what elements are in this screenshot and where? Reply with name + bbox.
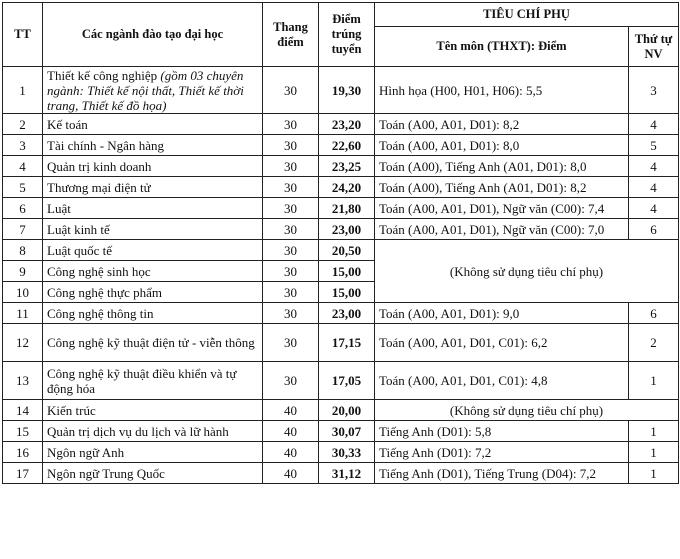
cell-scale: 40 bbox=[263, 463, 319, 484]
cell-subject: Toán (A00, A01, D01), Ngữ văn (C00): 7,4 bbox=[375, 198, 629, 219]
cell-tt: 11 bbox=[3, 303, 43, 324]
cell-scale: 30 bbox=[263, 240, 319, 261]
no-criteria-note: (Không sử dụng tiêu chí phụ) bbox=[375, 400, 679, 421]
cell-score: 23,00 bbox=[319, 219, 375, 240]
cell-score: 23,00 bbox=[319, 303, 375, 324]
table-row bbox=[3, 421, 679, 442]
cell-tt: 8 bbox=[3, 240, 43, 261]
cell-score: 30,33 bbox=[319, 442, 375, 463]
table-row bbox=[3, 114, 679, 135]
header-subject: Tên môn (THXT): Điểm bbox=[375, 27, 629, 67]
cell-order: 2 bbox=[629, 324, 679, 362]
table-row bbox=[3, 303, 679, 324]
cell-major: Tài chính - Ngân hàng bbox=[43, 135, 263, 156]
header-score: Điểm trúng tuyển bbox=[319, 3, 375, 67]
cell-major: Kế toán bbox=[43, 114, 263, 135]
cell-major: Công nghệ thực phẩm bbox=[43, 282, 263, 303]
cell-tt: 4 bbox=[3, 156, 43, 177]
cell-scale: 30 bbox=[263, 303, 319, 324]
cell-major: Công nghệ thông tin bbox=[43, 303, 263, 324]
major-name: Thiết kế công nghiệp bbox=[47, 67, 158, 83]
cell-score: 31,12 bbox=[319, 463, 375, 484]
cell-major: Thương mại điện tử bbox=[43, 177, 263, 198]
cell-scale: 30 bbox=[263, 114, 319, 135]
cell-scale: 30 bbox=[263, 261, 319, 282]
cell-major: Công nghệ kỹ thuật điều khiển và tự động hóa bbox=[43, 362, 263, 400]
table-row bbox=[3, 219, 679, 240]
cell-scale: 40 bbox=[263, 400, 319, 421]
major-note: (gồm 03 chuyên ngành: Thiết kế nội thất, Thiết kế thời trang, Thiết kế đồ họa) bbox=[47, 67, 244, 113]
table-row bbox=[3, 463, 679, 484]
cell-scale: 30 bbox=[263, 135, 319, 156]
cell-tt: 13 bbox=[3, 362, 43, 400]
cell-tt: 5 bbox=[3, 177, 43, 198]
table-row bbox=[3, 177, 679, 198]
cell-order: 5 bbox=[629, 135, 679, 156]
cell-score: 17,05 bbox=[319, 362, 375, 400]
cell-major: Công nghệ sinh học bbox=[43, 261, 263, 282]
cell-major: Luật kinh tế bbox=[43, 219, 263, 240]
cell-subject: Toán (A00), Tiếng Anh (A01, D01): 8,2 bbox=[375, 177, 629, 198]
no-criteria-note: (Không sử dụng tiêu chí phụ) bbox=[375, 240, 679, 303]
cell-subject: Toán (A00, A01, D01): 8,2 bbox=[375, 114, 629, 135]
cell-tt: 14 bbox=[3, 400, 43, 421]
cell-score: 20,50 bbox=[319, 240, 375, 261]
cell-subject: Tiếng Anh (D01): 5,8 bbox=[375, 421, 629, 442]
cell-major: Kiến trúc bbox=[43, 400, 263, 421]
cell-score: 19,30 bbox=[319, 67, 375, 114]
cell-order: 1 bbox=[629, 442, 679, 463]
cell-tt: 16 bbox=[3, 442, 43, 463]
cell-scale: 40 bbox=[263, 421, 319, 442]
table-row bbox=[3, 324, 679, 362]
cell-subject: Toán (A00, A01, D01): 8,0 bbox=[375, 135, 629, 156]
cell-major: Quản trị kinh doanh bbox=[43, 156, 263, 177]
cell-order: 4 bbox=[629, 177, 679, 198]
cell-major: Luật quốc tế bbox=[43, 240, 263, 261]
cell-order: 4 bbox=[629, 198, 679, 219]
cell-scale: 30 bbox=[263, 177, 319, 198]
cell-major: Luật bbox=[43, 198, 263, 219]
cell-scale: 30 bbox=[263, 362, 319, 400]
cell-scale: 30 bbox=[263, 282, 319, 303]
table-row bbox=[3, 67, 679, 114]
table-row bbox=[3, 362, 679, 400]
cell-order: 4 bbox=[629, 156, 679, 177]
cell-tt: 6 bbox=[3, 198, 43, 219]
cell-major: Ngôn ngữ Trung Quốc bbox=[43, 463, 263, 484]
cell-tt: 17 bbox=[3, 463, 43, 484]
header-order: Thứ tự NV bbox=[629, 27, 679, 67]
cell-subject: Toán (A00, A01, D01, C01): 4,8 bbox=[375, 362, 629, 400]
cell-score: 15,00 bbox=[319, 282, 375, 303]
table-row bbox=[3, 156, 679, 177]
cell-order: 3 bbox=[629, 67, 679, 114]
table-row bbox=[3, 135, 679, 156]
cell-score: 23,25 bbox=[319, 156, 375, 177]
header-scale: Thang điểm bbox=[263, 3, 319, 67]
cell-order: 6 bbox=[629, 219, 679, 240]
cell-scale: 30 bbox=[263, 324, 319, 362]
cell-major: Quản trị dịch vụ du lịch và lữ hành bbox=[43, 421, 263, 442]
cell-subject: Hình họa (H00, H01, H06): 5,5 bbox=[375, 67, 629, 114]
table-row bbox=[3, 442, 679, 463]
cell-score: 20,00 bbox=[319, 400, 375, 421]
cell-tt: 7 bbox=[3, 219, 43, 240]
cell-tt: 3 bbox=[3, 135, 43, 156]
cell-scale: 30 bbox=[263, 67, 319, 114]
cell-score: 23,20 bbox=[319, 114, 375, 135]
cell-subject: Toán (A00, A01, D01, C01): 6,2 bbox=[375, 324, 629, 362]
cell-order: 1 bbox=[629, 362, 679, 400]
cell-score: 15,00 bbox=[319, 261, 375, 282]
cell-subject: Tiếng Anh (D01): 7,2 bbox=[375, 442, 629, 463]
header-tt: TT bbox=[3, 3, 43, 67]
cell-score: 22,60 bbox=[319, 135, 375, 156]
cell-order: 6 bbox=[629, 303, 679, 324]
cell-tt: 9 bbox=[3, 261, 43, 282]
cell-subject: Toán (A00, A01, D01), Ngữ văn (C00): 7,0 bbox=[375, 219, 629, 240]
cell-major: Công nghệ kỹ thuật điện tử - viễn thông bbox=[43, 324, 263, 362]
cell-tt: 15 bbox=[3, 421, 43, 442]
cell-tt: 2 bbox=[3, 114, 43, 135]
cell-scale: 30 bbox=[263, 156, 319, 177]
header-major: Các ngành đào tạo đại học bbox=[43, 3, 263, 67]
cell-scale: 30 bbox=[263, 219, 319, 240]
table-row bbox=[3, 198, 679, 219]
cell-tt: 12 bbox=[3, 324, 43, 362]
cell-order: 1 bbox=[629, 463, 679, 484]
cell-order: 1 bbox=[629, 421, 679, 442]
cell-score: 30,07 bbox=[319, 421, 375, 442]
header-criteria: TIÊU CHÍ PHỤ bbox=[375, 3, 679, 27]
cell-score: 17,15 bbox=[319, 324, 375, 362]
cell-tt: 1 bbox=[3, 67, 43, 114]
cell-scale: 30 bbox=[263, 198, 319, 219]
table-row bbox=[3, 400, 679, 421]
cell-order: 4 bbox=[629, 114, 679, 135]
table-row bbox=[3, 240, 679, 261]
cell-tt: 10 bbox=[3, 282, 43, 303]
cell-subject: Tiếng Anh (D01), Tiếng Trung (D04): 7,2 bbox=[375, 463, 629, 484]
cell-scale: 40 bbox=[263, 442, 319, 463]
cell-score: 24,20 bbox=[319, 177, 375, 198]
admission-score-table bbox=[2, 2, 679, 484]
cell-major bbox=[43, 67, 263, 114]
cell-subject: Toán (A00, A01, D01): 9,0 bbox=[375, 303, 629, 324]
cell-subject: Toán (A00), Tiếng Anh (A01, D01): 8,0 bbox=[375, 156, 629, 177]
cell-major: Ngôn ngữ Anh bbox=[43, 442, 263, 463]
cell-score: 21,80 bbox=[319, 198, 375, 219]
